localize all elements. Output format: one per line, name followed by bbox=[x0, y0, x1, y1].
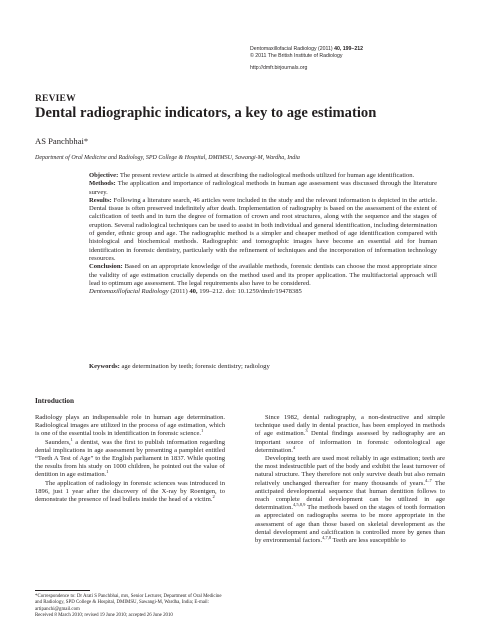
keywords bbox=[89, 363, 437, 371]
introduction-heading: Introduction bbox=[35, 397, 75, 405]
paragraph-text: The application of radiology in forensic sciences was introduced in 1896, just 1 year after the discovery of the X-ray by Roentgen, to demonstrate the presence of lead bullets inside the head of a victim. bbox=[35, 479, 225, 504]
methods-text: The application and importance of radiological methods in human age assessment was discussed through the literature survey. bbox=[89, 180, 437, 196]
paragraph bbox=[255, 455, 445, 545]
article-author: AS Panchbhai* bbox=[35, 136, 89, 146]
paragraph-text: Teeth are less susceptible to bbox=[331, 537, 406, 545]
paragraph-text: Radiology plays an indispensable role in human age determination. Radiological images are utilized in the process of age estimation, which is one of the essential tools in identification in forensic science. bbox=[35, 414, 225, 438]
reference-mark[interactable]: 2 bbox=[212, 493, 215, 499]
reference-mark[interactable]: 1 bbox=[106, 469, 109, 475]
reference-mark[interactable]: 4,5,8,9 bbox=[293, 502, 306, 508]
abstract-results bbox=[89, 197, 437, 263]
section-label: REVIEW bbox=[35, 94, 76, 104]
methods-label: Methods: bbox=[89, 180, 116, 188]
citation-doi[interactable]: 199–212. doi: 10.1259/dmfr/19478385 bbox=[199, 288, 302, 296]
reference-mark[interactable]: 1 bbox=[201, 428, 204, 434]
citation-year: (2011) bbox=[170, 288, 188, 296]
paragraph-text: Developing teeth are used most reliably in age estimation; teeth are the most indestructible part of the body and exhibit the least turnover of natural structure. They therefore not only survive death but also remain relatively unchanged thereafter for many thousands of years. bbox=[255, 455, 445, 487]
paragraph bbox=[35, 480, 225, 505]
article-title: Dental radiographic indicators, a key to age estimation bbox=[35, 105, 377, 121]
reference-mark[interactable]: 4,7,8 bbox=[322, 534, 332, 540]
journal-copyright: © 2011 The British Institute of Radiology bbox=[250, 53, 343, 59]
abstract bbox=[89, 172, 437, 296]
keywords-label: Keywords: bbox=[89, 363, 120, 370]
abstract-methods bbox=[89, 180, 437, 197]
journal-volume-pages: 40, 199–212 bbox=[334, 46, 363, 52]
journal-url[interactable]: http://dmfr.birjournals.org bbox=[250, 65, 308, 71]
paragraph bbox=[255, 414, 445, 455]
abstract-citation bbox=[89, 288, 437, 296]
paragraph-text: a dentist, was the first to publish information regarding dental implications in age assessment by presenting a pamphlet entitled “Teeth A Test of Age” to the English parliament in 1837. While quoting the results from his study on 1000 children, he pointed out the value of dentition in age estimation. bbox=[35, 438, 225, 479]
conclusion-text: Based on an appropriate knowledge of the available methods, forensic dentists can choose the most appropriate since the validity of age estimation crucially depends on the method used and its proper application. The multifactorial approach will lead to optimum age assessment. The legal requirements also have to be considered. bbox=[89, 263, 437, 287]
objective-label: Objective: bbox=[89, 172, 119, 179]
received-dates: Received 8 March 2010; revised 19 June 2010; accepted 26 June 2010 bbox=[35, 613, 173, 619]
abstract-objective bbox=[89, 172, 437, 180]
results-text: Following a literature search, 46 articles were included in the study and the relevant information is depicted in the article. Dental tissue is often preserved indefinitely after death. Implementation of radiography is based on the assessment of the extent of calcification of teeth and in turn the degree of formation of crown and root structures, along with the sequence and the stages of eruption. Several radiological techniques can be used to assist in both individual and general identification, including determination of gender, ethnic group and age. The radiographic method is a simpler and cheaper method of age identification compared with histological and biochemical methods. Radiographic and tomographic images have become an essential aid for human identification in forensic dentistry, particularly with the refinement of techniques and the incorporation of information technology resources. bbox=[89, 196, 437, 262]
footnote-divider bbox=[35, 590, 90, 591]
correspondence-note: *Correspondence to: Dr Arati S Panchbhai, mrs, Senior Lecturer, Department of Oral Medicine and Radiology, SPD College & Hospital, DMIMSU, Sawangi-M, Wardha, India; E-mail: artipanchi@gmail.com bbox=[35, 594, 222, 612]
paragraph bbox=[35, 436, 225, 480]
paragraph-text: The anticipated developmental sequence that human dentition follows to reach complete dental development can be utilized in age determination. bbox=[255, 479, 445, 512]
citation-journal: Dentomaxillofacial Radiology bbox=[89, 288, 169, 296]
reference-mark[interactable]: 4 bbox=[293, 444, 296, 450]
body-column-left bbox=[35, 414, 225, 504]
objective-text: The present review article is aimed at describing the radiological methods utilized for human age identification. bbox=[119, 172, 415, 179]
paragraph-text: Saunders, bbox=[45, 438, 71, 446]
reference-mark[interactable]: 1 bbox=[70, 436, 73, 442]
citation-volume: 40, bbox=[189, 288, 198, 296]
body-column-right bbox=[255, 414, 445, 545]
abstract-conclusion bbox=[89, 263, 437, 288]
results-label: Results: bbox=[89, 196, 112, 204]
paragraph-text: Dental findings assessed by radiography are an important source of information in forensic odontological age determination. bbox=[255, 430, 445, 454]
paragraph-text: Since 1982, dental radiography, a non-destructive and simple technique used daily in dental practice, has been employed in methods of age estimation. bbox=[255, 414, 445, 438]
journal-header bbox=[250, 46, 470, 72]
footnote bbox=[35, 594, 225, 620]
reference-mark[interactable]: 3 bbox=[305, 428, 308, 434]
conclusion-label: Conclusion: bbox=[89, 263, 123, 271]
reference-mark[interactable]: 4–7 bbox=[424, 477, 432, 483]
paragraph-text: The methods based on the stages of tooth formation as appreciated on radiographs seems to be more appropriate in the assessment of age than those based on skeletal development as the dental development and calcification is controlled more by genes than by environmental factors. bbox=[255, 504, 445, 545]
journal-name: Dentomaxillofacial Radiology (2011) bbox=[250, 46, 333, 52]
keywords-text: age determination by teeth; forensic dentistry; radiology bbox=[121, 363, 270, 370]
author-affiliation: Department of Oral Medicine and Radiology, SPD College & Hospital, DMIMSU, Sawangi-M, Wardha, India bbox=[35, 155, 300, 161]
journal-citation bbox=[250, 46, 470, 53]
